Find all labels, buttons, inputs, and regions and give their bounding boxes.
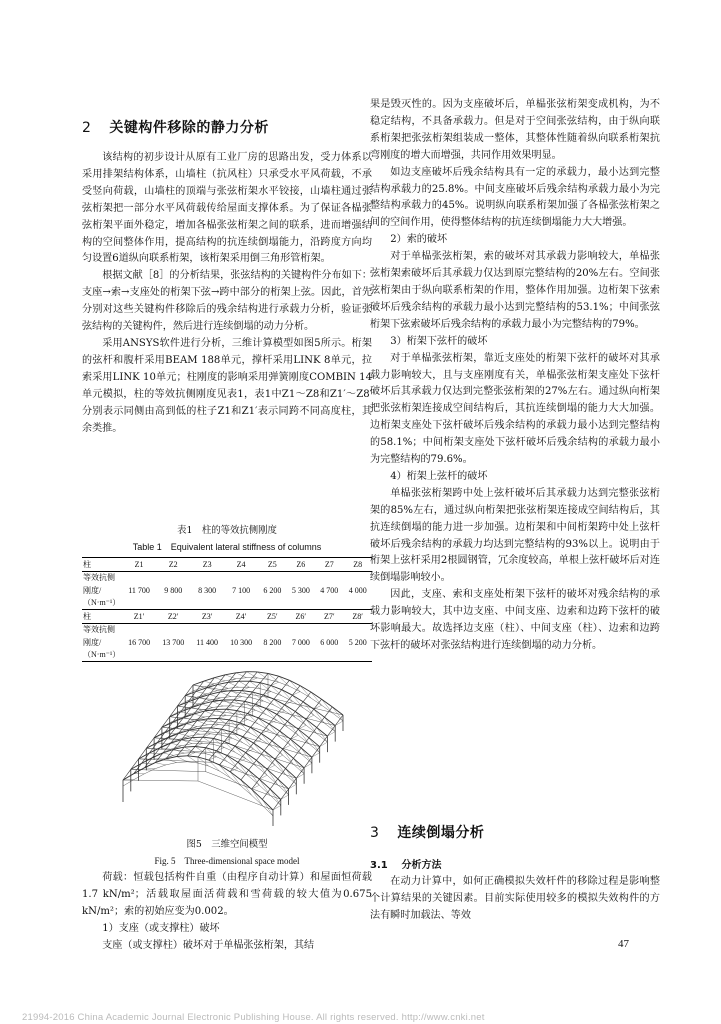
model-member	[146, 744, 154, 749]
model-member	[279, 676, 290, 686]
model-member	[203, 728, 211, 737]
model-member	[282, 696, 293, 702]
subheading-cable-failure: 2）索的破坏	[390, 234, 448, 246]
table-col-header: Z6	[287, 558, 315, 572]
model-member	[123, 769, 131, 780]
model-member	[149, 753, 160, 754]
model-member	[239, 681, 250, 687]
model-member	[277, 714, 288, 721]
model-member	[206, 772, 281, 800]
table-cell: 7 000	[291, 637, 310, 647]
stiffness-label: 等效抗侧	[82, 623, 122, 636]
table-col-header: Z8	[344, 558, 373, 572]
model-member	[160, 744, 168, 748]
section-2-heading	[82, 117, 269, 137]
model-member	[218, 709, 226, 718]
model-member	[282, 680, 290, 689]
table-header-label: 柱	[82, 610, 122, 624]
model-member	[275, 759, 286, 768]
model-member	[263, 686, 271, 695]
model-member	[134, 774, 145, 780]
model-member	[123, 780, 198, 781]
table-header-label: 柱	[82, 558, 122, 572]
section-number: 3	[370, 825, 380, 841]
table-cell: 16 700	[128, 637, 151, 647]
model-member	[271, 686, 282, 696]
table-1	[82, 557, 372, 662]
model-member	[219, 765, 230, 772]
table-1-caption-cn: 表1 柱的等效抗侧刚度	[177, 525, 277, 536]
model-member	[246, 753, 257, 761]
model-member	[277, 714, 288, 727]
table-cell: 8 300	[198, 585, 217, 595]
model-member	[289, 680, 300, 691]
model-member	[188, 702, 199, 704]
table-cell: 6 200	[263, 585, 282, 595]
table-col-header: Z1′	[122, 610, 156, 624]
model-member	[192, 738, 203, 744]
table-cell: 4 000	[348, 585, 367, 595]
model-member	[240, 723, 251, 734]
paragraph: 根据文献［8］的分析结果，张弦结构的关键构件分布如下：支座→索→支座处的桁架下弦→跨中部分的桁架上弦。因此，首先分别对这些关键构件移除后的残余结构进行承载力分析，验证张弦结构的关键构件，然后进行连续倒塌的动力分析。	[82, 270, 372, 333]
paragraph: 支座（或支撑柱）破坏对于单榀张弦桁架，其结	[102, 939, 315, 951]
model-member	[174, 749, 185, 753]
model-member	[162, 723, 170, 728]
model-member	[170, 712, 178, 717]
model-member	[289, 778, 297, 789]
stiffness-label: 刚度/	[83, 637, 102, 647]
model-member	[123, 780, 134, 786]
model-member	[184, 747, 195, 748]
model-member	[282, 690, 293, 696]
model-member	[216, 700, 224, 709]
model-member	[184, 747, 195, 752]
model-member	[292, 695, 303, 708]
model-member	[296, 774, 304, 779]
model-member	[219, 771, 230, 778]
model-member	[226, 700, 234, 709]
table-cell: 5 300	[291, 585, 310, 595]
table-col-header: Z4	[224, 558, 258, 572]
model-member	[258, 718, 269, 730]
model-member	[223, 691, 231, 700]
model-member	[304, 757, 312, 768]
table-cell: 10 300	[230, 637, 253, 647]
model-member	[270, 795, 281, 805]
model-member	[278, 779, 289, 789]
model-member	[300, 692, 311, 698]
model-member	[300, 686, 311, 698]
table-cell: 6 000	[320, 637, 339, 647]
three-dimensional-model-figure	[108, 660, 348, 830]
model-member	[231, 681, 239, 690]
model-member	[311, 692, 322, 699]
model-member	[271, 676, 279, 685]
subsection-number: 3.1	[370, 860, 388, 871]
model-member	[242, 681, 250, 690]
model-member	[286, 775, 297, 785]
table-col-header: Z4′	[224, 610, 258, 624]
model-member	[262, 805, 273, 816]
model-member	[165, 733, 176, 734]
model-member	[198, 781, 273, 810]
model-member	[134, 763, 142, 773]
model-member	[327, 732, 335, 737]
model-member	[157, 743, 168, 744]
table-col-header: Z3	[190, 558, 224, 572]
model-member	[186, 724, 197, 727]
model-member	[245, 725, 320, 746]
model-member	[197, 721, 208, 725]
model-member	[270, 789, 281, 799]
subheading-lower-chord-failure: 3）桁架下弦杆的破坏	[390, 335, 488, 347]
model-member	[312, 753, 320, 758]
model-member	[271, 692, 282, 696]
model-member	[239, 672, 247, 682]
model-wireframe	[123, 672, 343, 826]
paragraph: 如边支座破坏后残余结构具有一定的承载力，最小达到完整结构承载力的25.8%。中间支座破坏后残余结构承载力最小为完整结构承载力的45%。说明纵向联系桁架加强了各榀张弦桁架之间的空间作用，使得整体结构的抗连续倒塌能力大大增强。	[370, 166, 660, 229]
model-member	[263, 701, 274, 705]
subheading-support-failure: 1）支座（或支撑柱）破坏	[102, 922, 220, 934]
model-member	[204, 681, 215, 684]
model-member	[202, 704, 213, 707]
model-member	[281, 789, 289, 800]
model-member	[335, 721, 343, 726]
model-member	[227, 756, 238, 763]
figure-5-caption-en: Fig. 5 Three-dimensional space model	[154, 856, 300, 866]
section-title: 连续倒塌分析	[397, 825, 485, 841]
table-cell: 11 700	[128, 585, 150, 595]
model-member	[262, 799, 273, 810]
page-number: 47	[618, 938, 629, 950]
table-col-header: Z2	[156, 558, 190, 572]
model-member	[209, 766, 220, 771]
model-member	[227, 762, 238, 769]
stiffness-label: 刚度/	[83, 585, 102, 595]
model-member	[296, 768, 304, 779]
model-member	[282, 690, 293, 702]
model-member	[235, 752, 246, 758]
model-member	[154, 733, 162, 738]
model-member	[155, 763, 166, 765]
model-member	[275, 755, 283, 759]
table-col-header: Z2′	[156, 610, 190, 624]
model-member	[273, 805, 281, 810]
model-member	[252, 716, 327, 736]
model-member	[289, 680, 300, 685]
model-member	[163, 753, 174, 755]
model-member	[224, 742, 235, 753]
stiffness-unit: （N·m⁻¹）	[82, 649, 122, 662]
model-member	[269, 724, 280, 731]
model-member	[196, 692, 207, 694]
model-member	[251, 727, 262, 739]
model-member	[195, 737, 203, 746]
model-member	[285, 705, 296, 712]
table-col-header: Z5′	[258, 610, 286, 624]
table-cell: 8 200	[263, 637, 282, 647]
model-member	[131, 769, 206, 771]
model-member	[235, 746, 246, 758]
stiffness-unit: （N·m⁻¹）	[83, 598, 121, 608]
model-member	[209, 760, 220, 771]
model-member	[227, 756, 238, 769]
table-cell: 5 200	[348, 637, 367, 647]
section-3-body	[370, 874, 660, 925]
model-member	[273, 799, 281, 810]
model-member	[322, 699, 333, 707]
model-member	[210, 694, 221, 698]
model-member	[293, 758, 304, 768]
model-member	[223, 700, 234, 706]
paragraph: 单榀张弦桁架跨中处上弦杆破坏后其承载力达到完整张弦桁架的85%左右，通过纵向桁架把张弦桁架连接成空间结构后，其抗连续倒塌的能力进一步加强。边桁架和中间桁架跨中处上弦杆破坏后残余结构的承载力均达到完整结构的93%以上。说明由于桁架上弦杆采用2根圆钢管，冗余度较高，单根上弦杆破坏后对连续倒塌影响较小。	[370, 487, 660, 584]
model-member	[292, 695, 303, 702]
table-cell: 7 100	[232, 585, 251, 595]
model-member	[304, 763, 312, 768]
table-col-header: Z6′	[287, 610, 315, 624]
model-member	[295, 712, 306, 720]
subsection-3-1-heading	[370, 856, 441, 871]
model-member	[217, 751, 228, 762]
model-member	[144, 764, 152, 768]
model-member	[263, 695, 274, 705]
model-member	[300, 686, 311, 692]
paragraph: 在动力计算中，如何正确模拟失效杆件的移除过程是影响整个计算结果的关键因素。目前实际使用较多的模拟失效构件的方法有瞬时加载法、等效	[370, 876, 660, 921]
section-title: 关键构件移除的静力分析	[109, 120, 269, 136]
model-member	[289, 784, 297, 789]
model-member	[179, 733, 190, 736]
model-member	[219, 765, 230, 778]
paragraph: 采用ANSYS软件进行分析，三维计算模型如图5所示。桁架的弦杆和腹杆采用BEAM 188单元，撑杆采用LINK 8单元，拉索采用LINK 10单元；柱刚度的影响采用弹簧刚度COMBIN 14单元模拟，柱的等效抗侧刚度见表1，表1中Z1～Z8和Z1′～Z8′分别表示同侧由高到低的柱子Z1和Z1′表示同跨不同高度柱，其余类推。	[82, 337, 372, 434]
model-member	[261, 734, 272, 741]
table-1-caption-en: Table 1 Equivalent lateral stiffness of columns	[132, 542, 322, 552]
model-member	[248, 714, 259, 725]
model-member	[173, 722, 184, 724]
model-member	[250, 672, 258, 681]
stiffness-label: 等效抗侧	[82, 571, 122, 584]
model-member	[206, 738, 214, 747]
right-column-body	[370, 97, 660, 655]
left-tail-body	[82, 870, 372, 955]
model-member	[217, 685, 228, 689]
model-member	[267, 765, 275, 769]
model-member	[266, 715, 277, 721]
model-member	[274, 705, 285, 711]
model-member	[243, 743, 254, 749]
section-3-heading	[370, 822, 484, 842]
model-member	[177, 756, 188, 757]
paragraph: 因此，支座、索和支座处桁架下弦杆的破坏对残余结构的承载力影响较大，其中边支座、中间支座、边索和边跨下弦杆的破坏影响最大。故选择边支座（柱）、中间支座（柱）、边索和边跨下弦杆的破坏对张弦结构进行连续倒塌的动力分析。	[370, 589, 660, 651]
section-number: 2	[82, 120, 92, 136]
model-member	[286, 769, 297, 779]
model-member	[262, 799, 273, 816]
model-member	[232, 732, 243, 743]
model-member	[225, 675, 236, 679]
copyright-footer: 21994-2016 China Academic Journal Electronic Publishing House. All rights reserved. http://www.cnki.net	[22, 1012, 485, 1023]
table-col-header: Z5	[258, 558, 286, 572]
paragraph: 对于单榀张弦桁架，索的破坏对其承载力影响较大，单榀张弦桁架索破坏后其承载力仅达到原完整结构的20%左右。空间张弦桁架由于纵向联系桁架的作用，整体作用加强。边桁架下弦索破坏后残余结构的承载力最小达到完整结构的53.1%；中间张弦桁架下弦索破坏后残余结构的承载力最小为完整结构的79%。	[370, 251, 660, 330]
model-member	[194, 714, 205, 717]
table-col-header: Z7′	[315, 610, 343, 624]
model-member	[320, 742, 328, 747]
model-member	[267, 775, 278, 785]
model-member	[247, 672, 258, 678]
table-cell: 4 700	[320, 585, 339, 595]
model-member	[303, 702, 314, 709]
table-cell: 13 700	[162, 637, 185, 647]
paragraph: 果是毁灭性的。因为支座破坏后，单榀张弦桁架变成机构，为不稳定结构，不具备承载力。但是对于空间张弦结构，由于纵向联系桁架把张弦桁架组装成一整体，其整体性随着纵向联系桁架抗弯刚度的增大而增强，共同作用效果明显。	[370, 99, 660, 161]
model-member	[214, 762, 289, 789]
section-2-body	[82, 150, 372, 437]
model-member	[211, 719, 219, 728]
model-member	[214, 678, 225, 681]
table-cell: 9 800	[164, 585, 183, 595]
model-member	[289, 686, 300, 691]
model-member	[166, 763, 177, 765]
table-col-header: Z3′	[190, 610, 224, 624]
load-paragraph: 荷载：恒载包括构件自重（由程序自动计算）和屋面恒荷载1.7 kN/m²；活载取屋面活荷载和雪荷载的较大值为0.675 kN/m²；索的初始应变为0.002。	[82, 872, 372, 917]
model-member	[258, 724, 269, 730]
model-member	[271, 686, 282, 690]
model-member	[251, 733, 262, 739]
subheading-upper-chord-failure: 4）桁架上弦杆的破坏	[390, 470, 488, 482]
model-member	[259, 775, 267, 779]
model-member	[180, 712, 191, 714]
model-member	[177, 762, 188, 763]
model-member	[278, 785, 289, 795]
model-member	[155, 765, 166, 769]
model-member	[123, 775, 131, 780]
model-member	[236, 672, 247, 673]
paragraph: 对于单榀张弦桁架，靠近支座处的桁架下弦杆的破坏对其承载力影响较大，且与支座刚度有关，单榀张弦桁架支座处下弦杆破坏后其承载力仅达到完整张弦桁架的27%左右。通过纵向桁架把张弦桁架连接成空间结构后，其抗连续倒塌的能力大大加强。边桁架支座处下弦杆破坏后残余结构的承载力最小达到完整结构的58.1%；中间桁架支座处下弦杆破坏后残余结构的承载力最小为完整结构的79.6%。	[370, 352, 660, 466]
table-col-header: Z7	[315, 558, 343, 572]
table-col-header: Z1	[122, 558, 156, 572]
model-member	[285, 705, 296, 718]
model-member	[243, 737, 254, 749]
model-member	[243, 737, 254, 743]
model-member	[293, 764, 304, 774]
paragraph: 该结构的初步设计从原有工业厂房的思路出发，受力体系以采用排架结构体系，山墙柱（抗风柱）只承受水平风荷载，不承受竖向荷载，山墙柱的顶端与张弦桁架水平铰接，山墙柱通过张弦桁架把一部分水平风荷载传给屋面支撑体系。为了保证各榀张弦桁架平面外稳定，增加各榀张弦桁架之间的联系，进而增强结构的空间整体作用，提高结构的抗连续倒塌能力，沿跨度方向均匀设置6道纵向联系桁架，该桁架采用倒三角形管桁架。	[82, 152, 372, 265]
model-member	[252, 785, 260, 789]
model-member	[168, 734, 176, 738]
model-member	[152, 754, 160, 758]
model-member	[131, 759, 139, 770]
model-member	[228, 681, 239, 682]
model-member	[235, 746, 246, 752]
model-member	[279, 682, 290, 686]
model-member	[281, 795, 289, 800]
model-member	[176, 724, 184, 728]
table-cell: 11 400	[196, 637, 218, 647]
model-member	[254, 743, 265, 751]
model-member	[279, 676, 290, 680]
table-col-header: Z8′	[344, 610, 373, 624]
model-member	[267, 769, 278, 779]
model-member	[255, 704, 266, 714]
model-member	[259, 779, 270, 789]
model-member	[171, 743, 182, 746]
subsection-title: 分析方法	[401, 860, 442, 871]
figure-5-caption-cn: 图5 三维空间模型	[186, 839, 268, 850]
